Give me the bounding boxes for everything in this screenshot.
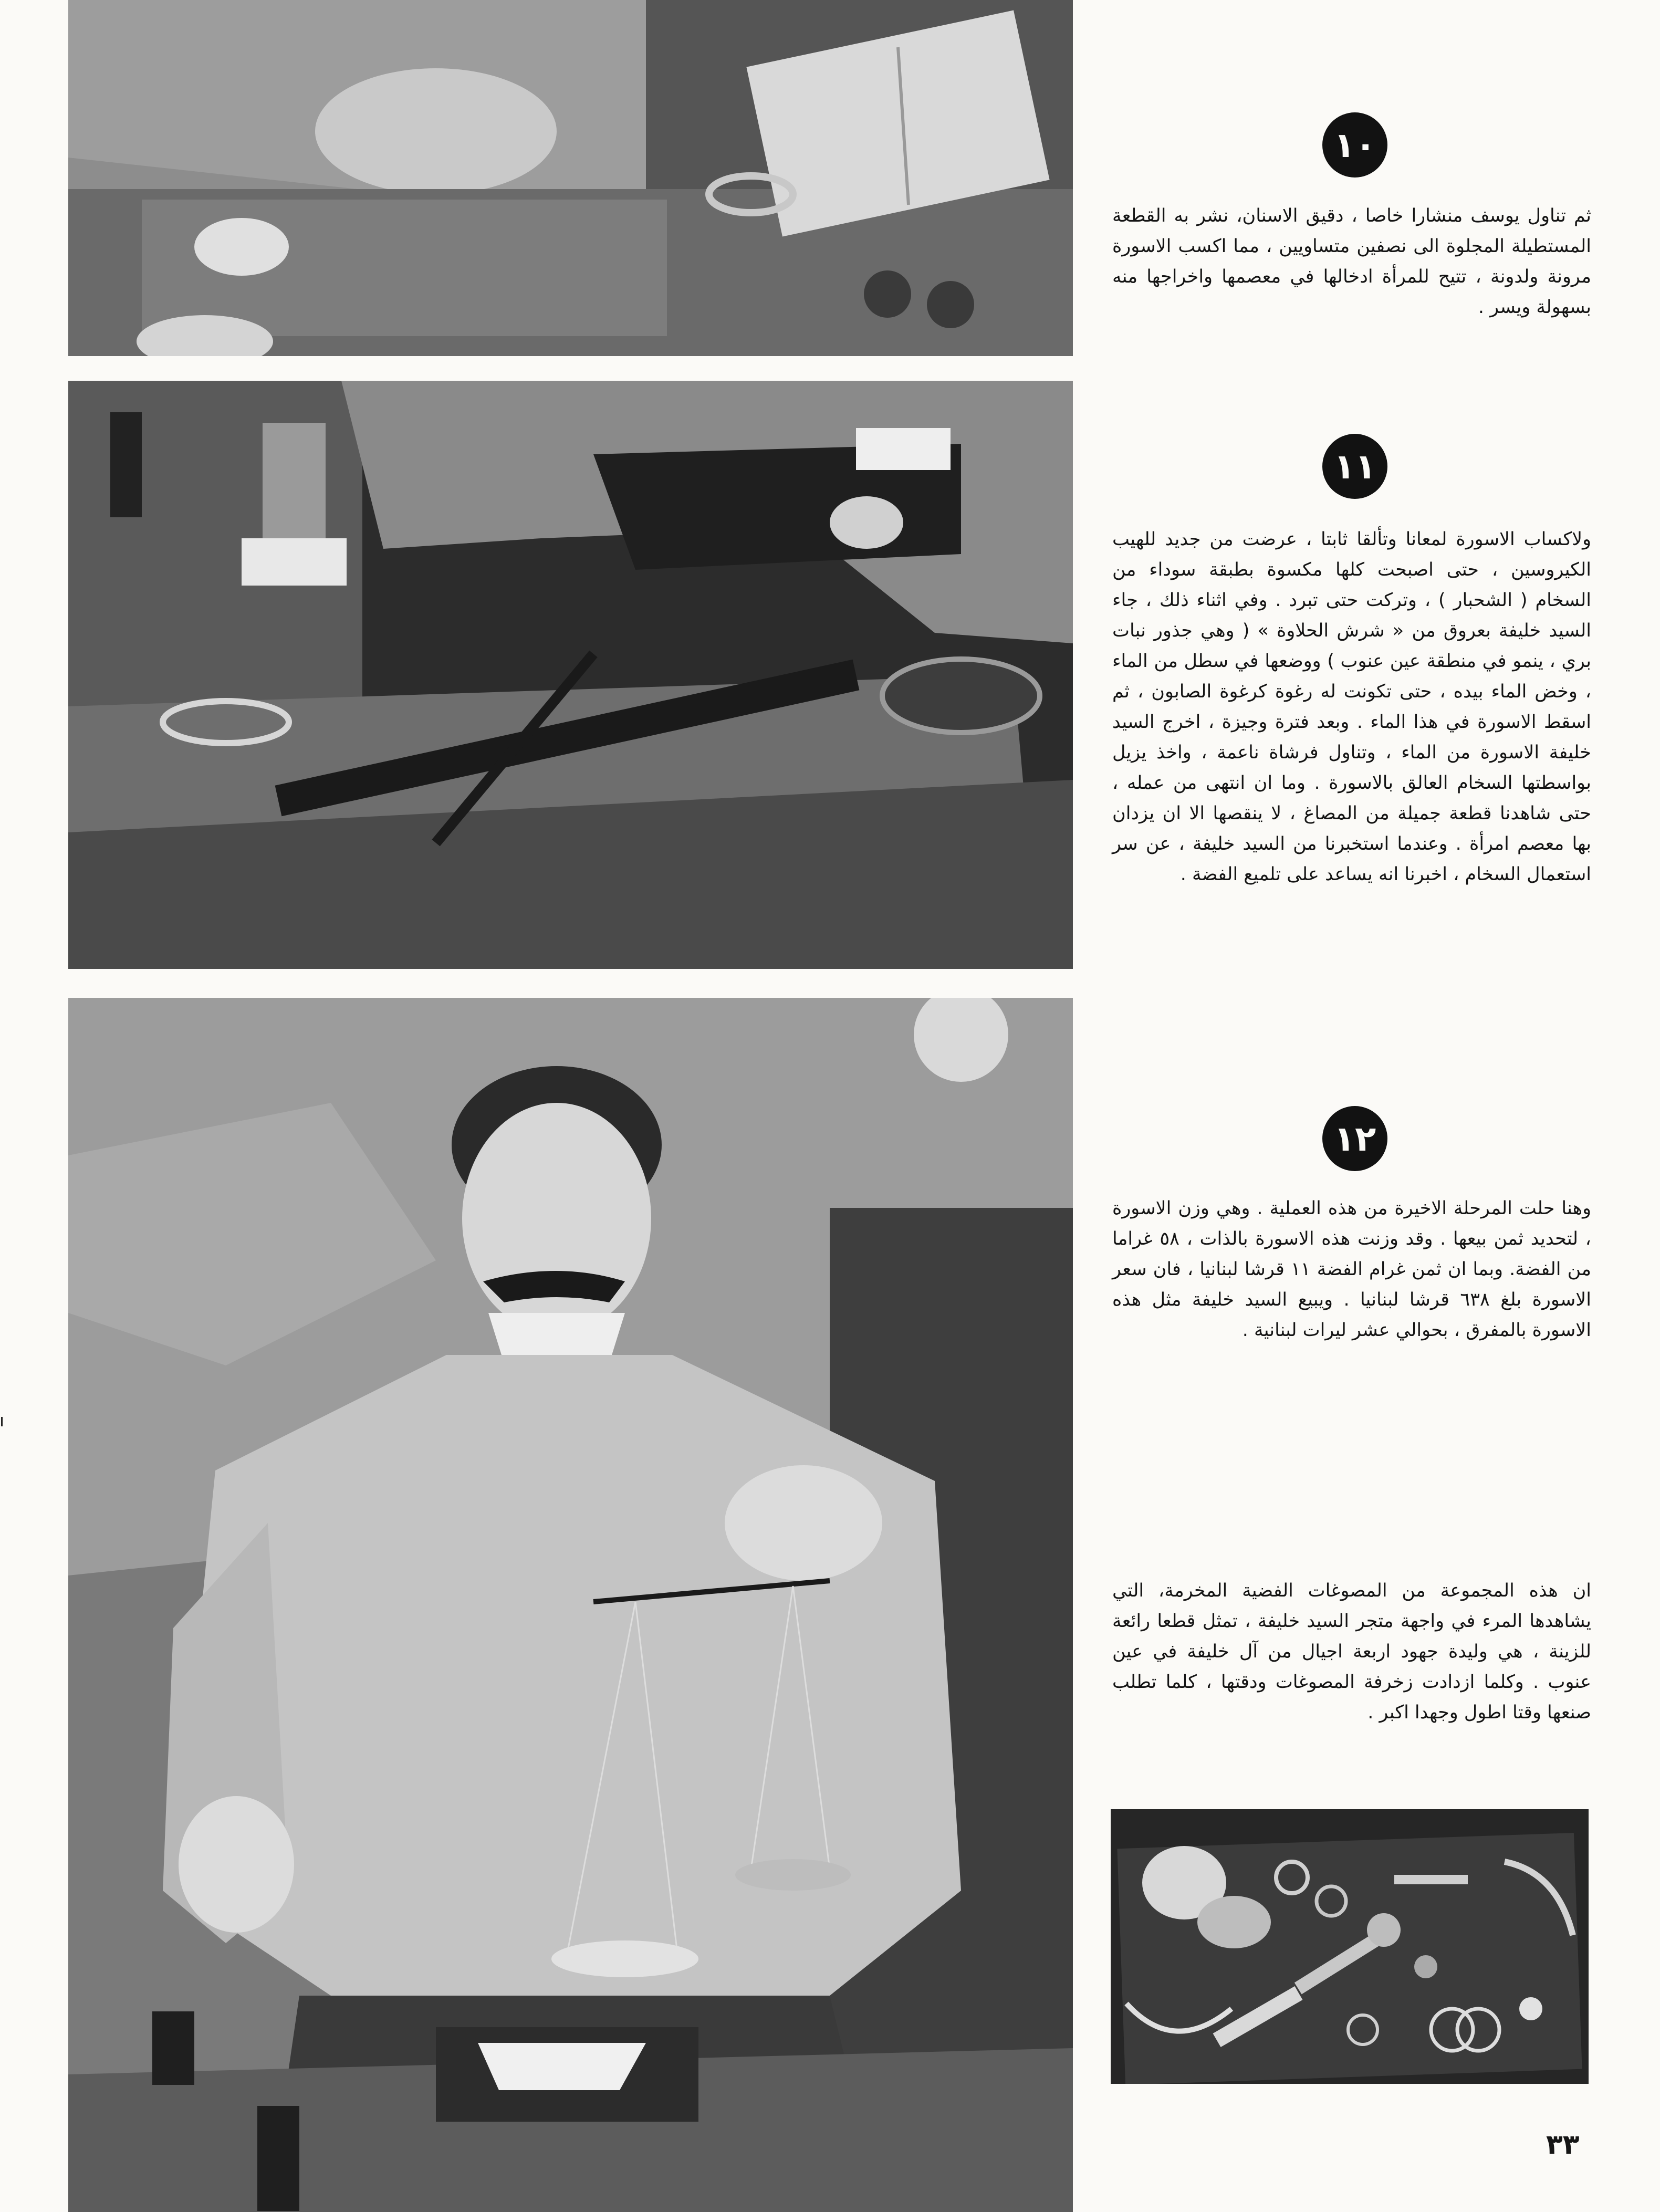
step-description: ولاكساب الاسورة لمعانا وتألقا ثابتا ، عرضت من جديد للهيب الكيروسين ، حتى اصبحت كلها مكسوة بطبقة سوداء من السخام ( الشحبار ) ، وتركت حتى تبرد . وفي اثناء ذلك ، جاء السيد خليفة بعروق من « شرش الحلاوة » ( وهي جذور نبات بري ، ينمو في منطقة عين عنوب ) ووضعها في سطل من الماء ، وخض الماء بيده ، حتى تكونت له رغوة كرغوة الصابون ، ثم اسقط الاسورة في هذا الماء . وبعد فترة وجيزة ، اخرج السيد خليفة الاسورة من الماء ، وتناول فرشاة ناعمة ، واخذ يزيل بواسطتها السخام العالق بالاسورة . وما ان انتهى من عمله ، حتى شاهدنا قطعة جميلة من المصاغ ، لا ينقصها الا ان يزدان بها معصم امرأة . وعندما استخبرنا من السيد خليفة ، عن سر استعمال السخام ، اخبرنا انه يساعد على تلميع الفضة . (1112, 529, 1591, 885)
step-10-workbench-photo (68, 0, 1073, 356)
step-number-badge: ١٠ (1322, 112, 1387, 178)
step-number-badge: ١١ (1322, 434, 1387, 499)
step-number-badge: ١٢ (1322, 1106, 1387, 1171)
jewelry-collection-photo (1111, 1809, 1589, 2084)
margin-mark (1, 1417, 3, 1426)
page-number: ٣٣ (1546, 2129, 1580, 2161)
step-11-soaking-photo (68, 381, 1073, 969)
step-description: وهنا حلت المرحلة الاخيرة من هذه العملية . وهي وزن الاسورة ، لتحديد ثمن بيعها . وقد وزنت هذه الاسورة بالذات ، ٥٨ غراما من الفضة. وبما ان ثمن غرام الفضة ١١ قرشا لبنانيا ، فان سعر الاسورة بلغ ٦٣٨ قرشا لبنانيا . ويبيع السيد خليفة مثل هذه الاسورة بالمفرق ، بحوالي عشر ليرات لبنانية . (1112, 1198, 1591, 1341)
photo-caption: ان هذه المجموعة من المصوغات الفضية المخرمة، التي يشاهدها المرء في واجهة متجر السيد خليفة ، تمثل قطعا رائعة للزينة ، هي وليدة جهود اربعة اجيال من آل خليفة في عين عنوب . وكلما ازدادت زخرفة المصوغات ودقتها ، كلما تطلب صنعها وقتا اطول وجهدا اكبر . (1112, 1580, 1591, 1723)
step-description: ثم تناول يوسف منشارا خاصا ، دقيق الاسنان، نشر به القطعة المستطيلة المجلوة الى نصفين متساويين ، مما اكسب الاسورة مرونة ولدونة ، تتيح للمرأة ادخالها في معصمها واخراجها منه بسهولة ويسر . (1112, 205, 1591, 318)
step-12-weighing-photo (68, 998, 1073, 2212)
